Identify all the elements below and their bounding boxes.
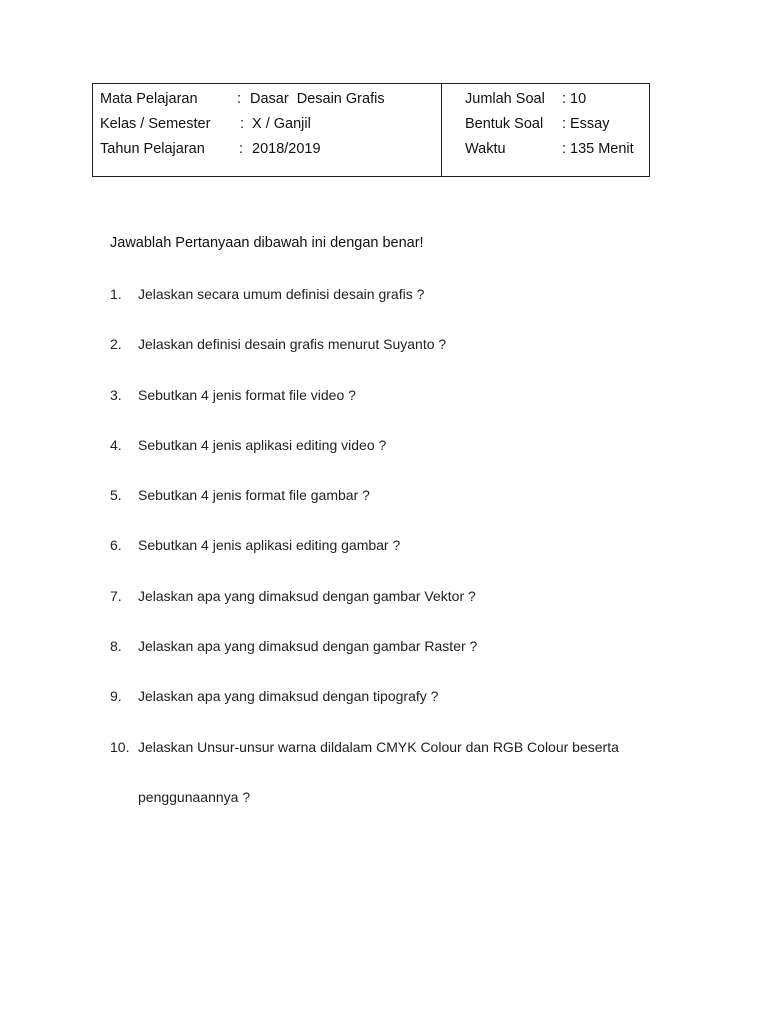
question-text: Jelaskan secara umum definisi desain grafis ? [138, 286, 425, 302]
class-label: Kelas / Semester [100, 116, 211, 132]
subject-sep: : [237, 91, 242, 107]
question-list [110, 284, 670, 805]
question-text: Sebutkan 4 jenis aplikasi editing gambar ? [138, 537, 401, 554]
duration-label: Waktu [465, 141, 506, 157]
question-number: 8. [110, 638, 122, 655]
question-text: Sebutkan 4 jenis format file video ? [138, 386, 356, 403]
year-sep: : [239, 141, 244, 157]
question-number: 9. [110, 688, 122, 705]
question-number: 7. [110, 587, 122, 604]
question-text: Jelaskan definisi desain grafis menurut Suyanto ? [138, 336, 447, 353]
question-item [110, 535, 670, 585]
question-text: Jelaskan Unsur-unsur warna dildalam CMYK Colour dan RGB Colour beserta [138, 738, 619, 755]
exam-info-table [92, 83, 650, 177]
question-item [110, 737, 670, 805]
year-value: 2018/2019 [252, 141, 321, 157]
question-count-label: Jumlah Soal [465, 91, 545, 107]
question-number: 1. [110, 286, 122, 302]
question-number: 6. [110, 537, 122, 554]
subject-label: Mata Pelajaran [100, 91, 198, 107]
question-item [110, 586, 670, 636]
question-text-continuation: penggunaannya ? [138, 788, 251, 805]
question-text: Sebutkan 4 jenis format file gambar ? [138, 487, 370, 504]
year-label: Tahun Pelajaran [100, 141, 205, 157]
question-item [110, 334, 670, 384]
class-value: X / Ganjil [252, 116, 311, 132]
question-number: 10. [110, 738, 130, 755]
table-divider [441, 84, 442, 176]
question-text: Jelaskan apa yang dimaksud dengan tipografy ? [138, 688, 439, 705]
question-item [110, 485, 670, 535]
subject-value: Dasar Desain Grafis [250, 91, 385, 107]
question-type-label: Bentuk Soal [465, 116, 544, 132]
question-item [110, 284, 670, 334]
question-type-value: Essay [570, 116, 610, 132]
duration-sep: : [562, 141, 567, 157]
question-count-value: 10 [570, 91, 587, 107]
question-item [110, 636, 670, 686]
instruction-text: Jawablah Pertanyaan dibawah ini dengan benar! [110, 235, 424, 251]
question-count-sep: : [562, 91, 567, 107]
question-item [110, 686, 670, 736]
question-type-sep: : [562, 116, 567, 132]
question-item [110, 435, 670, 485]
question-number: 4. [110, 436, 122, 453]
duration-value: 135 Menit [570, 141, 634, 157]
question-text: Jelaskan apa yang dimaksud dengan gambar Vektor ? [138, 587, 476, 604]
question-item [110, 385, 670, 435]
question-text: Sebutkan 4 jenis aplikasi editing video ? [138, 436, 387, 453]
question-number: 3. [110, 386, 122, 403]
class-sep: : [240, 116, 245, 132]
question-text: Jelaskan apa yang dimaksud dengan gambar Raster ? [138, 638, 478, 655]
question-number: 5. [110, 487, 122, 504]
question-number: 2. [110, 336, 122, 353]
